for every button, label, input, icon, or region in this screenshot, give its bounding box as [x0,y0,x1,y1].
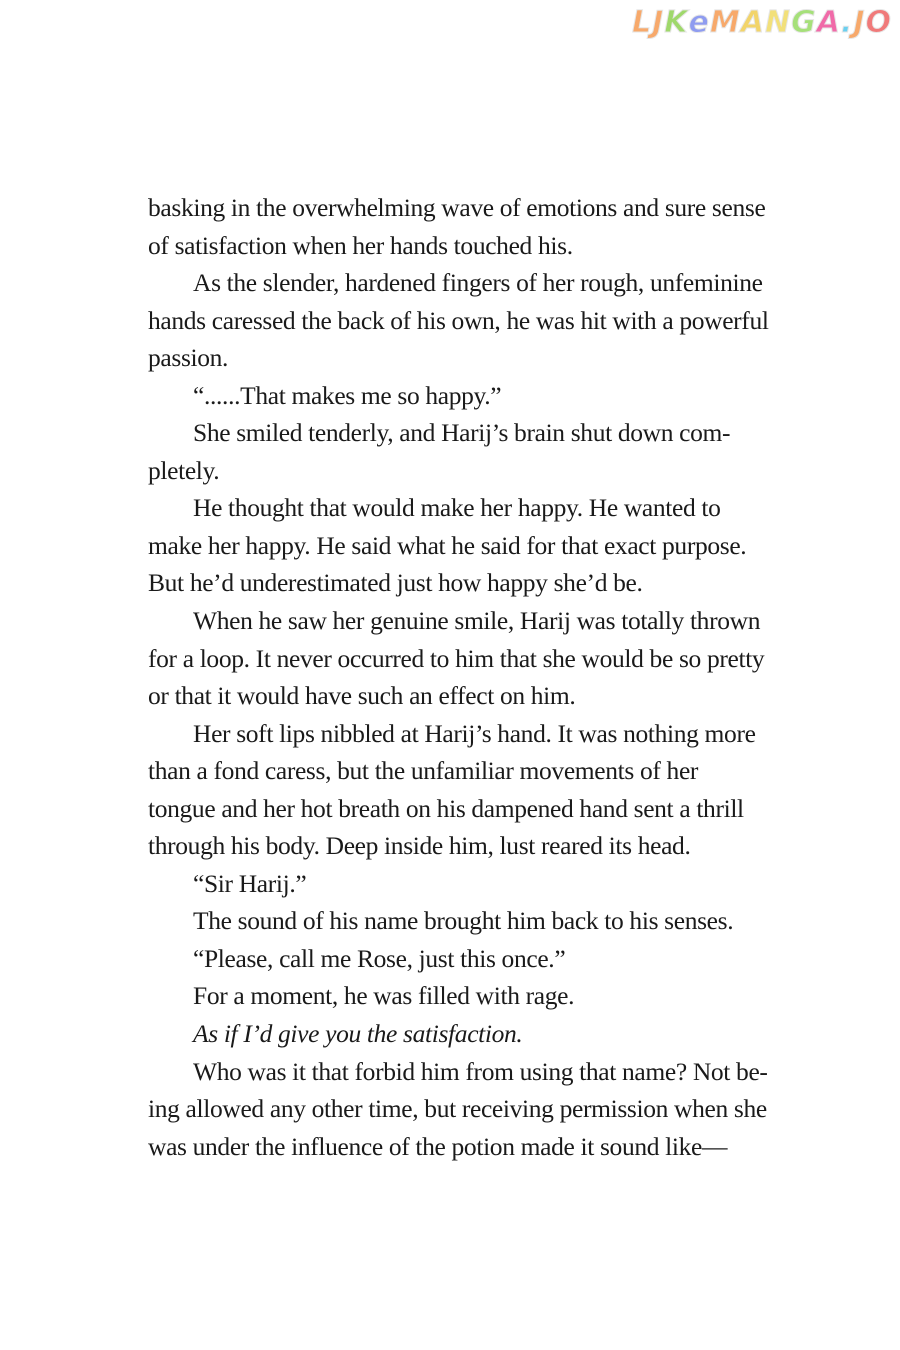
text-line: make her happy. He said what he said for that exact purpose. [148,530,747,560]
watermark-letter: K [664,4,689,40]
watermark-letter: N [764,4,792,40]
page-text [148,189,796,1165]
text-line: But he’d underestimated just how happy she’d be. [148,568,643,598]
text-line: was under the influence of the potion made it sound like— [148,1131,728,1161]
text-line: She smiled tenderly, and Harij’s brain shut down com- [193,418,731,448]
text-line: Who was it that forbid him from using that name? Not be- [193,1056,768,1086]
watermark-letter: J [853,4,866,40]
text-line: passion. [148,343,229,373]
text-line: “......That makes me so happy.” [193,380,502,410]
text-line: of satisfaction when her hands touched his. [148,230,573,260]
watermark-letter: M [709,4,741,40]
watermark-logo [632,2,892,42]
text-line: He thought that would make her happy. He wanted to [193,493,721,523]
watermark-letter: A [816,4,841,40]
text-line: than a fond caress, but the unfamiliar movements of her [148,756,699,786]
text-line: “Sir Harij.” [193,868,307,898]
text-line: basking in the overwhelming wave of emotions and sure sense [148,193,766,222]
text-line: “Please, call me Rose, just this once.” [193,943,566,973]
watermark-letter: J [652,4,665,40]
text-line: For a moment, he was filled with rage. [193,981,575,1011]
text-line: hands caressed the back of his own, he was hit with a powerful [148,305,769,335]
text-line: tongue and her hot breath on his dampened hand sent a thrill [148,793,744,823]
text-line: through his body. Deep inside him, lust reared its head. [148,831,691,861]
watermark-letter: G [791,4,817,40]
text-line: pletely. [148,455,220,485]
text-line: Her soft lips nibbled at Harij’s hand. It was nothing more [193,718,756,748]
text-line: When he saw her genuine smile, Harij was totally thrown [193,606,761,636]
watermark-letter: e [688,4,710,40]
text-line: The sound of his name brought him back to his senses. [193,906,734,936]
text-line: ing allowed any other time, but receiving permission when she [148,1094,767,1124]
text-line: for a loop. It never occurred to him that she would be so pretty [148,643,765,673]
text-line-italic: As if I’d give you the satisfaction. [193,1019,523,1049]
text-line: As the slender, hardened fingers of her rough, unfeminine [193,268,763,298]
watermark-letter: . [840,4,854,40]
watermark-letter: O [865,4,892,40]
watermark-letter: L [631,4,653,40]
text-line: or that it would have such an effect on him. [148,681,576,711]
watermark-letter: A [740,4,765,40]
